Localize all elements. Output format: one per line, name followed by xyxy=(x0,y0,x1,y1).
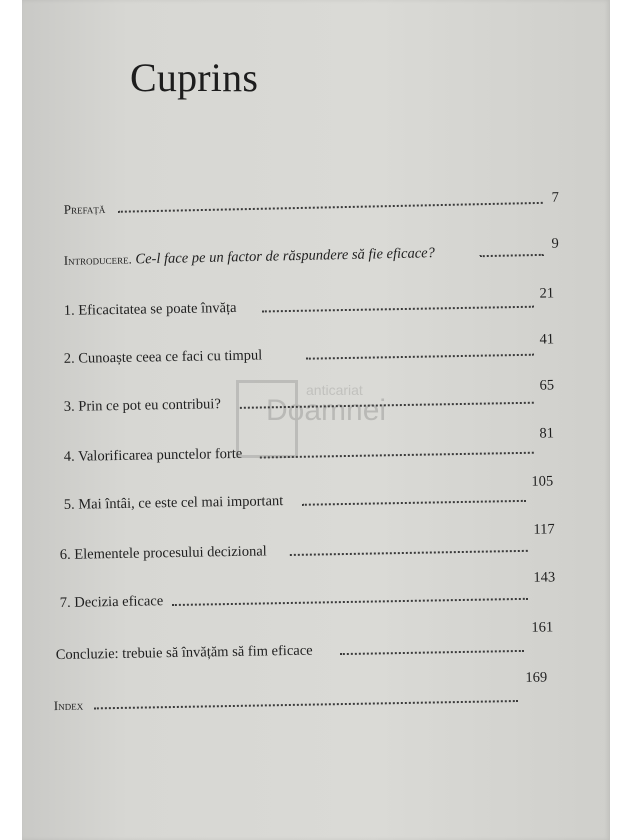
toc-entry-label: 7. Decizia eficace xyxy=(59,593,164,612)
toc-leader-dots xyxy=(262,304,534,313)
toc-page-number: 117 xyxy=(533,521,555,538)
toc-entry-chapter-2 xyxy=(0,320,630,371)
toc-entry-label: Index xyxy=(53,697,84,714)
toc-page-number: 143 xyxy=(533,569,556,586)
toc-leader-dots xyxy=(302,498,526,506)
toc-entry-chapter-6 xyxy=(0,516,630,567)
toc-leader-dots xyxy=(306,352,534,360)
toc-page-number: 105 xyxy=(531,473,554,490)
toc-page-number: 81 xyxy=(539,425,555,442)
toc-page-number: 21 xyxy=(539,285,555,302)
toc-entry-label: Prefață xyxy=(63,201,106,217)
toc-page-number: 161 xyxy=(531,619,554,636)
toc-entry-chapter-3 xyxy=(0,368,630,419)
toc-entry-label: 2. Cunoaște ceea ce faci cu timpul xyxy=(63,347,263,367)
toc-page-number: 41 xyxy=(539,331,555,348)
toc-leader-dots xyxy=(260,450,534,459)
toc-entry-label-subtitle: Ce-l face pe un factor de răspundere să fie eficace? xyxy=(135,245,436,268)
page-title: Cuprins xyxy=(130,55,259,100)
toc-leader-dots xyxy=(172,596,528,606)
toc-entry-label: 3. Prin ce pot eu contribui? xyxy=(63,396,221,415)
toc-leader-dots xyxy=(290,548,528,556)
toc-entry-concluzie xyxy=(0,616,630,667)
toc-entry-chapter-1 xyxy=(0,272,630,323)
toc-leader-dots xyxy=(94,698,518,709)
toc-entry-introducere xyxy=(0,220,630,273)
toc-leader-dots xyxy=(240,400,534,409)
watermark-line1: anticariat xyxy=(306,382,363,398)
toc-page-number: 9 xyxy=(551,235,559,252)
toc-entry-prefata xyxy=(0,168,630,221)
toc-entry-label: 6. Elementele procesului decizional xyxy=(59,543,267,564)
toc-entry-label xyxy=(64,245,435,270)
watermark-line2: Doamnei xyxy=(266,394,387,427)
toc-page-number: 65 xyxy=(539,377,555,394)
toc-leader-dots xyxy=(480,252,544,257)
toc-entry-label: Concluzie: trebuie să învățăm să fim eficace xyxy=(55,642,313,664)
toc-entry-label: 4. Valorificarea punctelor forte xyxy=(63,445,243,465)
toc-entry-chapter-5 xyxy=(0,466,630,517)
toc-leader-dots xyxy=(118,200,543,213)
toc-leader-dots xyxy=(340,648,524,655)
toc-entry-chapter-7 xyxy=(0,564,630,615)
toc-entry-label-prefix: Introducere. xyxy=(63,251,132,268)
toc-entry-chapter-4 xyxy=(0,418,630,469)
toc-entry-label: 1. Eficacitatea se poate învăța xyxy=(63,299,237,319)
toc-page-number: 7 xyxy=(551,189,560,206)
toc-entry-label: 5. Mai întâi, ce este cel mai important xyxy=(63,493,284,513)
toc-page-number: 169 xyxy=(525,669,548,686)
toc-entry-index xyxy=(0,666,630,717)
